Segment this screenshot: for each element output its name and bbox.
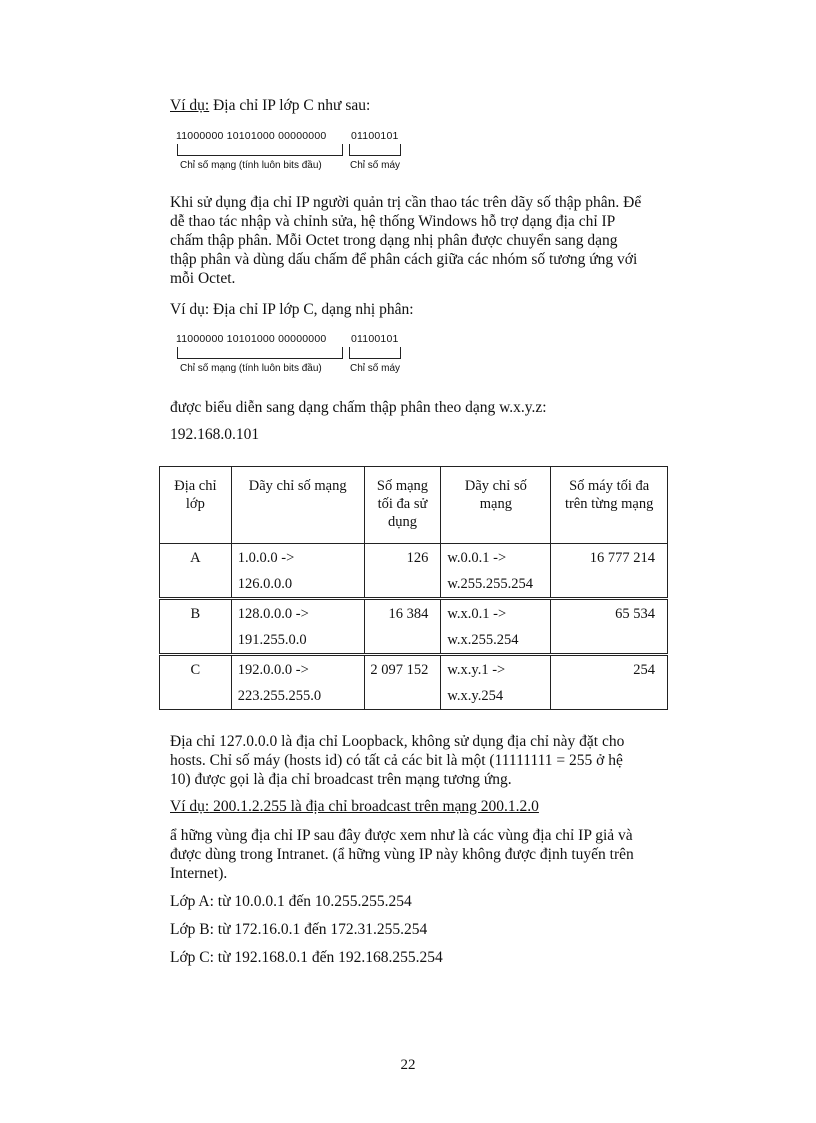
table-row [160, 599, 668, 655]
cell-class: C [160, 655, 232, 710]
host-label: Chỉ số máy [350, 160, 401, 171]
cell-class: B [160, 599, 232, 655]
text-line: thập phân và dùng dấu chấm để phân cách giữa các nhóm số tương ứng với [170, 251, 638, 268]
header-host-range: Dãy chỉ số mạng [441, 467, 551, 544]
dotted-intro: được biểu diễn sang dạng chấm thập phân theo dạng w.x.y.z: [170, 399, 547, 416]
paragraph-loopback [170, 732, 668, 789]
network-bracket [177, 144, 343, 156]
text-line: chấm thập phân. Mỗi Octet trong dạng nhị phân được chuyển sang dạng [170, 232, 618, 249]
table-row [160, 544, 668, 599]
host-label: Chỉ số máy [350, 363, 401, 374]
cell-max-hosts: 254 [551, 655, 668, 710]
network-bits: 11000000 10101000 00000000 [176, 130, 327, 142]
cell-max-hosts: 16 777 214 [551, 544, 668, 599]
text-line: Khi sử dụng địa chỉ IP người quản trị cần thao tác trên dãy số thập phân. Để [170, 194, 642, 211]
text-line: Internet). [170, 865, 228, 882]
text-line: mỗi Octet. [170, 270, 236, 287]
host-bracket [349, 144, 401, 156]
table-row [160, 655, 668, 710]
range-class-c: Lớp C: từ 192.168.0.1 đến 192.168.255.254 [170, 949, 443, 966]
example-label: Ví dụ: [170, 97, 210, 114]
text-line: Địa chỉ 127.0.0.0 là địa chỉ Loopback, không sử dụng địa chỉ này đặt cho [170, 733, 625, 750]
paragraph-private-ranges [170, 826, 668, 883]
host-bits: 01100101 [351, 130, 399, 142]
text-line: dễ thao tác nhập và chỉnh sửa, hệ thống Windows hỗ trợ dạng địa chỉ IP [170, 213, 616, 230]
example-heading-2: Ví dụ: Địa chỉ IP lớp C, dạng nhị phân: [170, 301, 414, 318]
header-max-hosts: Số máy tối đa trên từng mạng [551, 467, 668, 544]
binary-diagram-1 [174, 130, 414, 172]
cell-network-range: 1.0.0.0 -> 126.0.0.0 [231, 544, 364, 599]
paragraph-dotted-decimal [170, 193, 668, 288]
example-heading-3 [170, 797, 668, 816]
binary-bits [176, 333, 399, 345]
text-line: ẩ hững vùng địa chỉ IP sau đây được xem như là các vùng địa chỉ IP giả và [170, 827, 633, 844]
cell-class: A [160, 544, 232, 599]
example-label: Ví dụ: [170, 798, 210, 815]
example-text: 200.1.2.255 là địa chỉ broadcast trên mạng 200.1.2.0 [209, 798, 539, 815]
network-bracket [177, 347, 343, 359]
cell-host-range: w.0.0.1 -> w.255.255.254 [441, 544, 551, 599]
header-max-networks: Số mạng tối đa sử dụng [364, 467, 441, 544]
network-bits: 11000000 10101000 00000000 [176, 333, 327, 345]
range-class-a: Lớp A: từ 10.0.0.1 đến 10.255.255.254 [170, 893, 412, 910]
network-label: Chỉ số mạng (tính luôn bits đầu) [180, 363, 322, 374]
example-text: Địa chỉ IP lớp C như sau: [209, 97, 371, 114]
example-heading-1 [170, 96, 668, 115]
cell-max-networks: 16 384 [364, 599, 441, 655]
table-header-row [160, 467, 668, 544]
header-class: Địa chỉ lớp [160, 467, 232, 544]
cell-max-hosts: 65 534 [551, 599, 668, 655]
host-bracket [349, 347, 401, 359]
cell-network-range: 192.0.0.0 -> 223.255.255.0 [231, 655, 364, 710]
cell-max-networks: 126 [364, 544, 441, 599]
text-line: được dùng trong Intranet. (ẩ hững vùng IP này không được định tuyến trên [170, 846, 634, 863]
ip-class-table [159, 466, 668, 710]
binary-bits [176, 130, 399, 142]
header-network-range: Dãy chỉ số mạng [231, 467, 364, 544]
cell-host-range: w.x.y.1 -> w.x.y.254 [441, 655, 551, 710]
cell-max-networks: 2 097 152 [364, 655, 441, 710]
page-number: 22 [400, 1057, 416, 1073]
range-class-b: Lớp B: từ 172.16.0.1 đến 172.31.255.254 [170, 921, 428, 938]
host-bits: 01100101 [351, 333, 399, 345]
text-line: hosts. Chỉ số máy (hosts id) có tất cả các bit là một (11111111 = 255 ở hệ [170, 752, 623, 769]
cell-network-range: 128.0.0.0 -> 191.255.0.0 [231, 599, 364, 655]
text-line: 10) được gọi là địa chỉ broadcast trên mạng tương ứng. [170, 771, 512, 788]
dotted-value: 192.168.0.101 [170, 426, 260, 443]
cell-host-range: w.x.0.1 -> w.x.255.254 [441, 599, 551, 655]
network-label: Chỉ số mạng (tính luôn bits đầu) [180, 160, 322, 171]
binary-diagram-2 [174, 333, 414, 375]
